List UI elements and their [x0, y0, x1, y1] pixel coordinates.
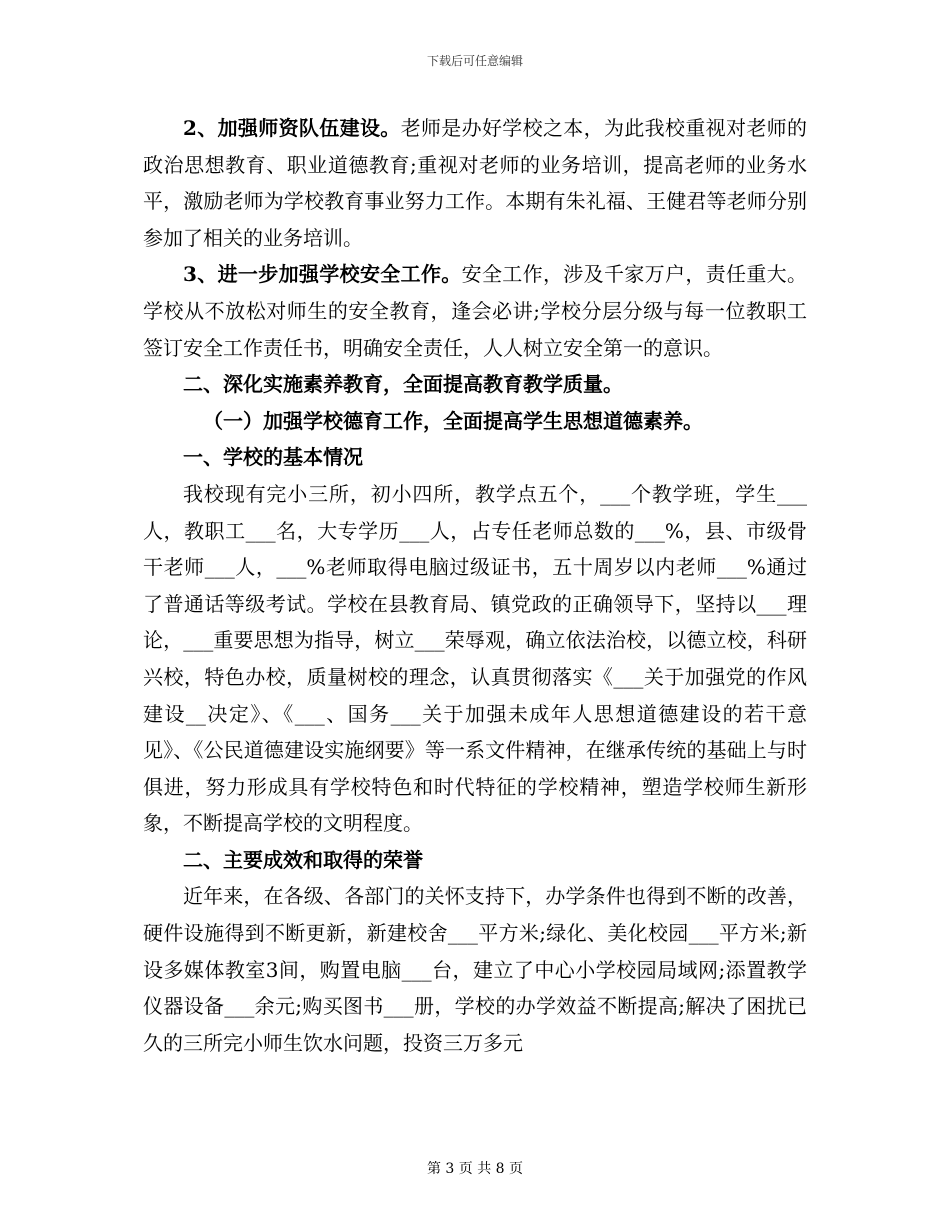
page-number: 第 3 页 共 8 页 [426, 1161, 524, 1177]
paragraph-lead: 3、进一步加强学校安全工作。 [183, 262, 462, 287]
paragraph-basic-info: 我校现有完小三所，初小四所，教学点五个，___个教学班，学生___人，教职工___名，大专学历___人，占专任老师总数的___%，县、市级骨干老师___人，___%老师取得电脑过级证书，五十周岁以内老师___%通过了普通话等级考试。学校在县教育局、镇党政的正确领导下，坚持以___理论，___重要思想为指导，树立___荣辱观，确立依法治校，以德立校，科研兴校，特色办校，质量树校的理念，认真贯彻落实《___关于加强党的作风建设__决定》、《___、国务___关于加强未成年人思想道德建设的若干意见》、《公民道德建设实施纲要》等一系文件精神，在继承传统的基础上与时俱进，努力形成具有学校特色和时代特征的学校精神，塑造学校师生新形象，不断提高学校的文明程度。 [143, 481, 807, 836]
subsection-heading-moral: （一）加强学校德育工作，全面提高学生思想道德素养。 [203, 408, 703, 433]
paragraph-body: 安全工作，涉及千家万户，责任重大。学校从不放松对师生的安全教育，逢会必讲;学校分层分级与每一位教职工签订安全工作责任书，明确安全责任，人人树立安全第一的意识。 [143, 262, 807, 360]
paragraph-teacher-team [143, 110, 807, 256]
paragraph-achievements: 近年来，在各级、各部门的关怀支持下，办学条件也得到不断的改善，硬件设施得到不断更新，新建校舍___平方米;绿化、美化校园___平方米;新设多媒体教室3间，购置电脑___台，建立了中心小学校园局域网;添置教学仪器设备___余元;购买图书___册，学校的办学效益不断提高;解决了困扰已久的三所完小师生饮水问题，投资三万多元 [143, 884, 807, 1055]
paragraph-body: 老师是办好学校之本，为此我校重视对老师的政治思想教育、职业道德教育;重视对老师的业务培训，提高老师的业务水平，激励老师为学校教育事业努力工作。本期有朱礼福、王健君等老师分别参加了相关的业务培训。 [143, 116, 808, 250]
page-header: 下载后可任意编辑 [426, 54, 523, 68]
document-body [143, 110, 807, 1061]
section-heading-achievements: 二、主要成效和取得的荣誉 [183, 847, 423, 872]
paragraph-safety [143, 256, 807, 366]
paragraph-lead: 2、加强师资队伍建设。 [183, 116, 401, 140]
section-heading-basic-info: 一、学校的基本情况 [183, 445, 363, 470]
section-heading-quality: 二、深化实施素养教育，全面提高教育教学质量。 [183, 372, 623, 397]
